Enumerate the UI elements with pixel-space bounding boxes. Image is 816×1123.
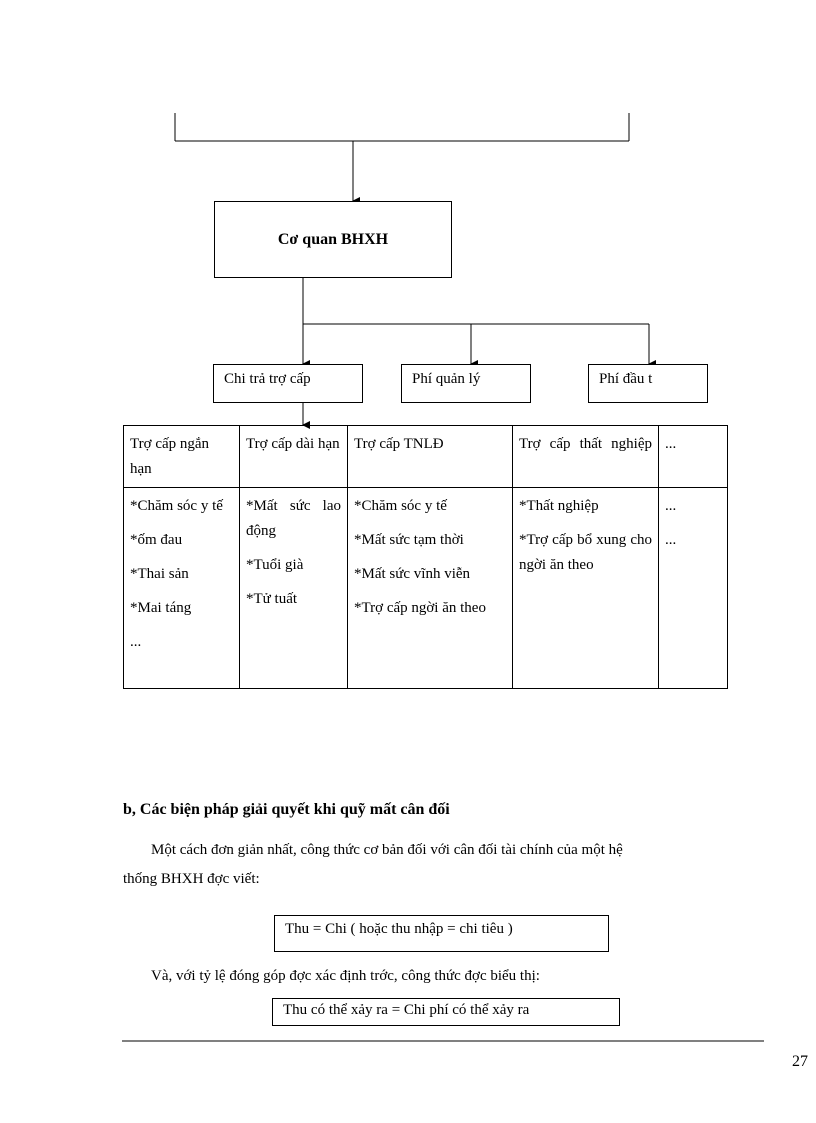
- paragraph-line: thống BHXH đợc viết:: [123, 871, 260, 887]
- section-heading: b, Các biện pháp giải quyết khi quỹ mất cân đối: [123, 801, 450, 818]
- paragraph-contribution: Và, với tỷ lệ đóng góp đợc xác định trớc, công thức đợc biểu thị:: [151, 968, 540, 984]
- box-investment-fee: [588, 364, 708, 403]
- box-investment-fee-label: Phí đầu t: [599, 371, 653, 387]
- table-header-cell: Trợ cấp ngắn hạn: [124, 426, 240, 488]
- main-box-label: Cơ quan BHXH: [277, 230, 389, 248]
- box-management-fee: [401, 364, 531, 403]
- formula-text: Thu có thể xảy ra = Chi phí có thể xảy ra: [283, 1002, 530, 1018]
- table-header-cell: Trợ cấp thất nghiệp: [513, 426, 659, 488]
- box-benefit-payment-label: Chi trả trợ cấp: [224, 371, 311, 387]
- formula-box-balance: [274, 915, 609, 952]
- table-header-row: [124, 426, 728, 488]
- page-number: 27: [792, 1053, 808, 1070]
- table-header-cell: Trợ cấp TNLĐ: [348, 426, 513, 488]
- table-cell: *Chăm sóc y tế *ốm đau *Thai sản *Mai táng ...: [124, 488, 240, 689]
- main-box-bhxh-agency: [214, 201, 452, 278]
- table-cell: *Chăm sóc y tế *Mất sức tạm thời *Mất sức vĩnh viễn *Trợ cấp ngời ăn theo: [348, 488, 513, 689]
- formula-text: Thu = Chi ( hoặc thu nhập = chi tiêu ): [285, 921, 513, 937]
- formula-box-expected: [272, 998, 620, 1026]
- table-cell: ... ...: [659, 488, 728, 689]
- table-cell: *Mất sức lao động *Tuổi già *Tử tuất: [240, 488, 348, 689]
- box-management-fee-label: Phí quản lý: [412, 371, 481, 387]
- benefits-table: [123, 425, 728, 689]
- box-benefit-payment: [213, 364, 363, 403]
- table-header-cell: ...: [659, 426, 728, 488]
- paragraph-line: Một cách đơn giản nhất, công thức cơ bản đối với cân đối tài chính của một hệ: [151, 842, 623, 858]
- table-cell: *Thất nghiệp *Trợ cấp bổ xung cho ngời ăn theo: [513, 488, 659, 689]
- table-row: [124, 488, 728, 689]
- table-header-cell: Trợ cấp dài hạn: [240, 426, 348, 488]
- paragraph-intro: [123, 836, 763, 894]
